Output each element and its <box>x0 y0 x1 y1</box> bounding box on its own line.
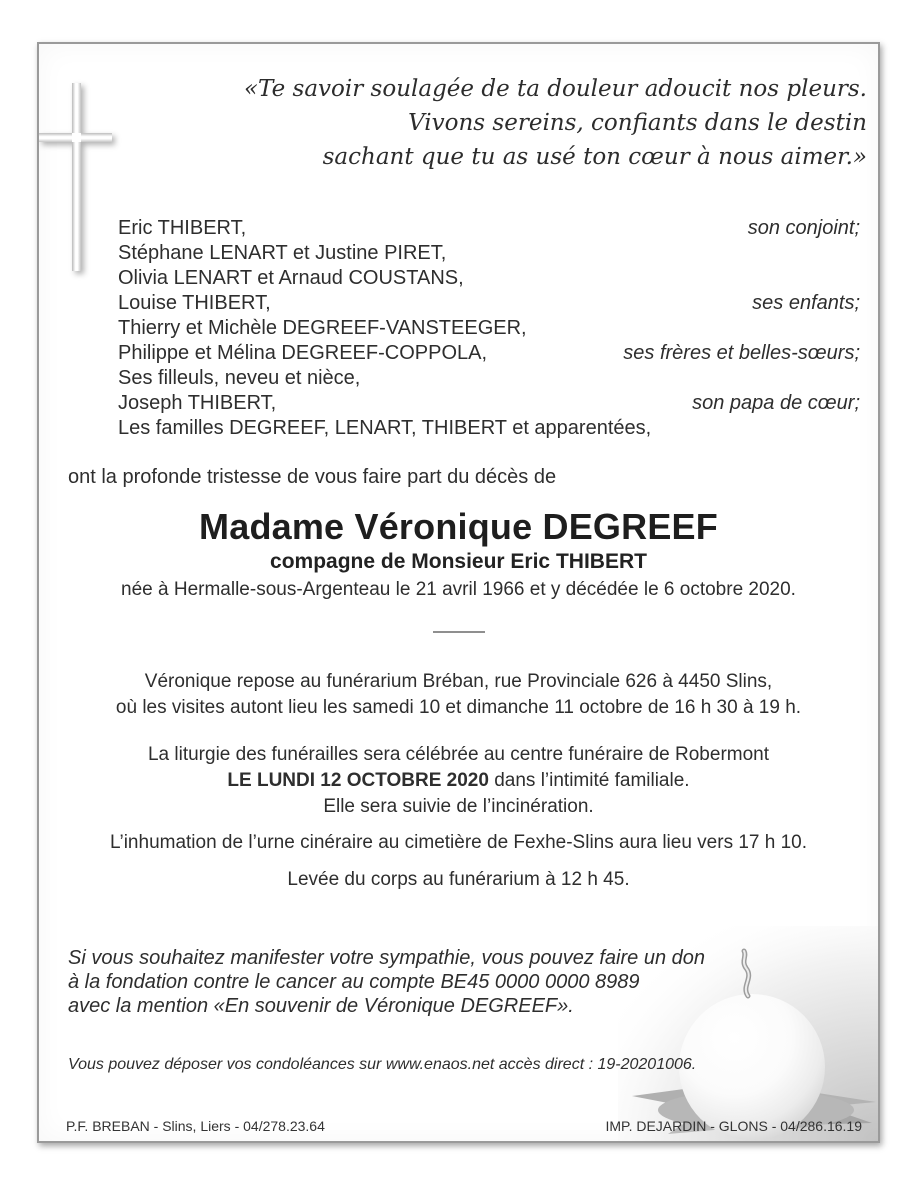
mourner-name: Olivia LENART et Arnaud COUSTANS, <box>118 267 464 289</box>
quote-line: «Te savoir soulagée de ta douleur adoucit nos pleurs. <box>243 76 867 102</box>
ceremony-date-line <box>39 768 878 794</box>
mourner-row <box>118 416 860 441</box>
donation-line: Si vous souhaitez manifester votre sympathie, vous pouvez faire un don <box>68 947 706 969</box>
print-credits <box>66 1118 862 1134</box>
mourner-name: Louise THIBERT, <box>118 292 271 314</box>
memorial-quote <box>244 72 867 174</box>
announcement-card <box>37 42 880 1143</box>
quote-line: sachant que tu as usé ton cœur à nous aimer.» <box>322 144 867 170</box>
funeral-home-credit: P.F. BREBAN - Slins, Liers - 04/278.23.64 <box>66 1118 325 1134</box>
mourner-role: ses enfants; <box>752 292 860 314</box>
mourner-row <box>118 391 860 416</box>
mourner-name: Ses filleuls, neveu et nièce, <box>118 367 361 389</box>
levee-info: Levée du corps au funérarium à 12 h 45. <box>287 869 630 890</box>
deceased-relation: compagne de Monsieur Eric THIBERT <box>270 550 647 573</box>
ceremony-info <box>39 742 878 820</box>
life-dates: née à Hermalle-sous-Argenteau le 21 avril 1966 et y décédée le 6 octobre 2020. <box>121 579 796 600</box>
mourner-name: Thierry et Michèle DEGREEF-VANSTEEGER, <box>118 317 527 339</box>
mourner-name: Eric THIBERT, <box>118 217 247 239</box>
mourner-row <box>118 291 860 316</box>
mourner-row <box>118 316 860 341</box>
mourner-row <box>118 241 860 266</box>
mourner-name: Philippe et Mélina DEGREEF-COPPOLA, <box>118 342 488 364</box>
mourner-row <box>118 216 860 241</box>
donation-note <box>68 946 705 1018</box>
mourners-list <box>118 216 860 441</box>
visitation-info <box>39 669 878 721</box>
mourner-name: Stéphane LENART et Justine PIRET, <box>118 242 447 264</box>
donation-line: à la fondation contre le cancer au compte BE45 0000 0000 8989 <box>68 971 640 993</box>
printer-credit: IMP. DEJARDIN - GLONS - 04/286.16.19 <box>605 1118 862 1134</box>
ceremony-line: Elle sera suivie de l’incinération. <box>323 796 594 817</box>
mourner-row <box>118 266 860 291</box>
ceremony-line: La liturgie des funérailles sera célébrée au centre funéraire de Robermont <box>147 744 770 765</box>
mourner-name: Joseph THIBERT, <box>118 392 277 414</box>
deceased-name: Madame Véronique DEGREEF <box>199 506 718 547</box>
donation-line: avec la mention «En souvenir de Véronique DEGREEF». <box>68 995 574 1017</box>
mourner-name: Les familles DEGREEF, LENART, THIBERT et apparentées, <box>118 417 652 439</box>
quote-line: Vivons sereins, confiants dans le destin <box>408 110 867 136</box>
mourner-role: ses frères et belles-sœurs; <box>623 342 860 364</box>
section-divider <box>39 631 878 633</box>
mourner-row <box>118 341 860 366</box>
ceremony-date: LE LUNDI 12 OCTOBRE 2020 <box>227 770 489 791</box>
mourner-role: son papa de cœur; <box>692 392 860 414</box>
announcement-intro: ont la profonde tristesse de vous faire part du décès de <box>68 466 557 488</box>
visitation-line: où les visites autont lieu les samedi 10 et dimanche 11 octobre de 16 h 30 à 19 h. <box>115 697 802 718</box>
condolences-note: Vous pouvez déposer vos condoléances sur www.enaos.net accès direct : 19-20201006. <box>68 1056 697 1073</box>
visitation-line: Véronique repose au funérarium Bréban, rue Provinciale 626 à 4450 Slins, <box>144 671 773 692</box>
ceremony-date-rest: dans l’intimité familiale. <box>488 770 690 791</box>
mourner-role: son conjoint; <box>747 217 860 239</box>
burial-info: L’inhumation de l’urne cinéraire au cimetière de Fexhe-Slins aura lieu vers 17 h 10. <box>109 832 808 853</box>
mourner-row <box>118 366 860 391</box>
